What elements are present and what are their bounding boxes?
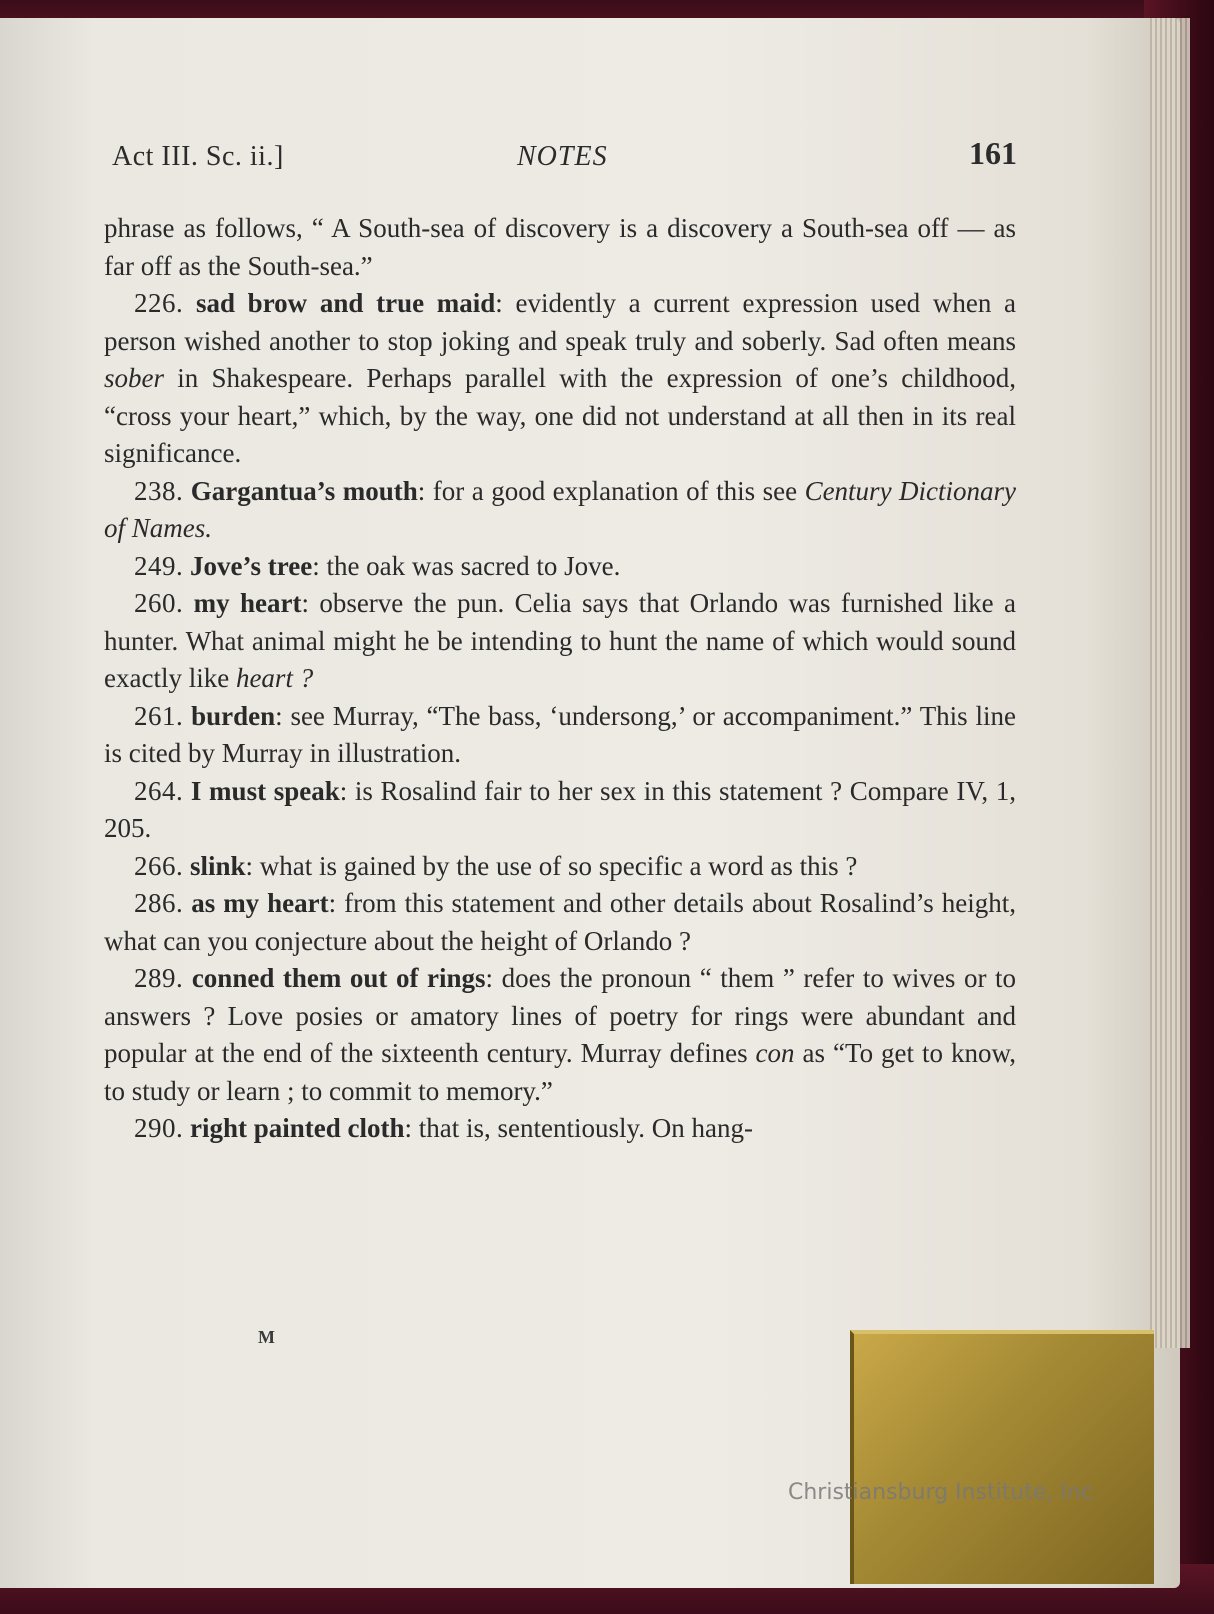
lemma: conned them out of rings [191, 963, 486, 993]
note-entry: 226. sad brow and true maid: evidently a current expression used when a person wished another to stop joking and speak truly and soberly. Sad often means sober in Shakespeare. Perhaps parallel with the expression of one’s childhood, “cross your heart,” which, by the way, one did not understand at all then in its real significance. [104, 288, 1017, 468]
line-number: 289. [134, 963, 184, 993]
line-number: 226. [134, 288, 184, 318]
lemma: Gargantua’s mouth [190, 475, 418, 506]
line-number: 290. [134, 1113, 184, 1143]
lemma: Jove’s tree [190, 550, 313, 581]
header-title: NOTES [517, 141, 608, 172]
lemma: sad brow and true maid [195, 288, 496, 318]
note-entry: 238. Gargantua’s mouth: for a good explanation of this see Century Dictionary of Names. [104, 475, 1017, 543]
line-number: 260. [134, 588, 184, 618]
line-number: 238. [134, 475, 184, 506]
watermark: Christiansburg Institute, Inc [788, 1480, 1093, 1505]
lemma: right painted cloth [190, 1113, 405, 1143]
gilt-corner [850, 1330, 1154, 1584]
lemma: my heart [193, 588, 302, 618]
page-edges [1150, 18, 1190, 1348]
continuation-paragraph: phrase as follows, “ A South-sea of discovery is a discovery a South-sea off — as far off as the South-sea.” [104, 213, 1016, 281]
lemma: I must speak [190, 775, 340, 806]
page-number: 161 [969, 135, 1017, 171]
notes-body [104, 210, 1016, 1148]
note-entry: 249. Jove’s tree: the oak was sacred to Jove. [134, 550, 621, 581]
line-number: 249. [134, 550, 184, 581]
note-entry: 266. slink: what is gained by the use of so specific a word as this ? [134, 850, 858, 881]
lemma: burden [191, 700, 276, 731]
lemma: as my heart [191, 888, 329, 918]
header-act-scene: Act III. Sc. ii.] [112, 141, 284, 172]
lemma: slink [190, 850, 246, 881]
line-number: 261. [134, 700, 184, 731]
line-number: 266. [134, 850, 184, 881]
signature-mark: M [258, 1327, 275, 1347]
note-entry: 290. right painted cloth: that is, sententiously. On hang- [134, 1113, 753, 1143]
line-number: 286. [134, 888, 184, 918]
note-entry: 260. my heart: observe the pun. Celia says that Orlando was furnished like a hunter. What animal might he be intending to hunt the name of which would sound exactly like heart ? [104, 588, 1016, 693]
running-header [112, 135, 1017, 175]
line-number: 264. [134, 775, 184, 806]
note-entry: 264. I must speak: is Rosalind fair to her sex in this statement ? Compare IV, 1, 205. [104, 775, 1017, 843]
note-entry: 289. conned them out of rings: does the pronoun “ them ” refer to wives or to answers ? Love posies or amatory lines of poetry for rings were abundant and popular at the end of the sixteenth century. Murray defines con as “To get to know, to study or learn ; to commit to memory.” [104, 963, 1016, 1106]
note-entry: 261. burden: see Murray, “The bass, ‘undersong,’ or accompaniment.” This line is cited by Murray in illustration. [104, 700, 1016, 768]
note-entry: 286. as my heart: from this statement and other details about Rosalind’s height, what can you conjecture about the height of Orlando ? [104, 888, 1016, 956]
